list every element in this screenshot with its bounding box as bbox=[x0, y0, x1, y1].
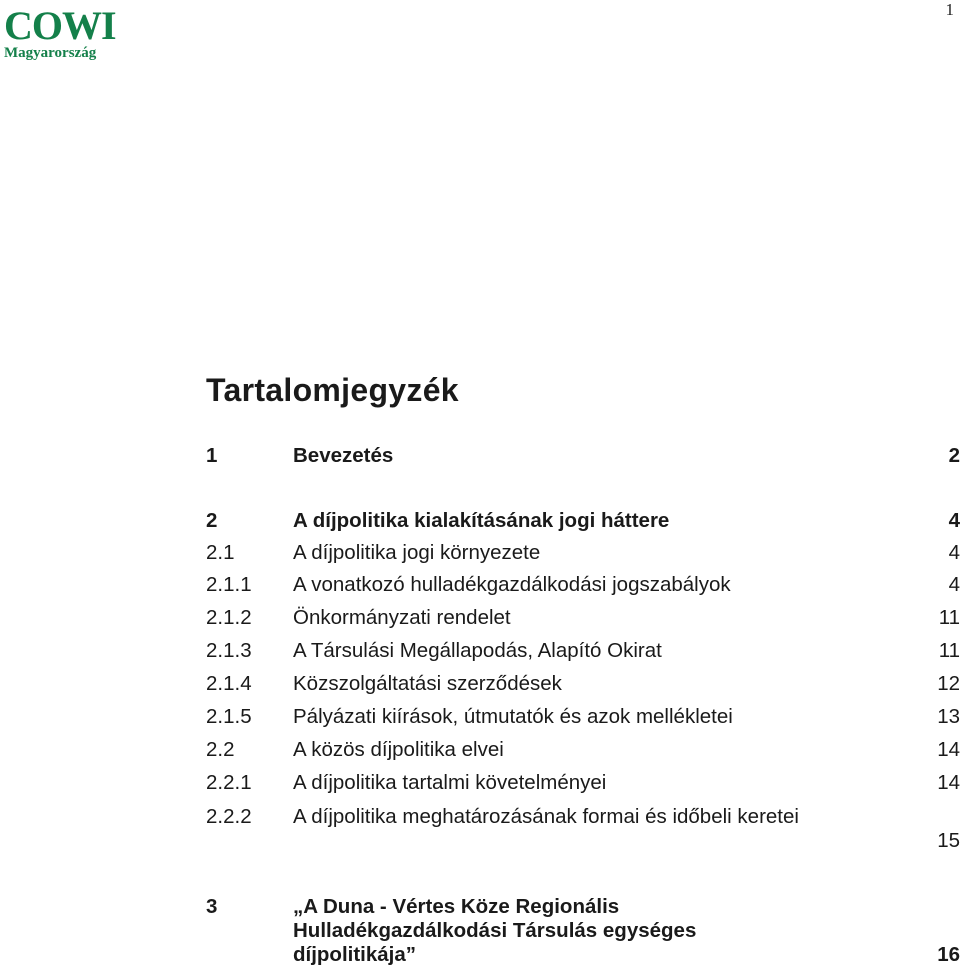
toc-entry-title: Önkormányzati rendelet bbox=[293, 606, 511, 629]
toc-entry-number: 2.2.1 bbox=[206, 771, 252, 794]
toc-entry-title: A díjpolitika tartalmi követelményei bbox=[293, 771, 607, 794]
toc-entry-number: 3 bbox=[206, 895, 218, 918]
toc-entry-number: 2.1.1 bbox=[206, 573, 252, 596]
toc-title: Tartalomjegyzék bbox=[206, 372, 459, 408]
logo-wordmark: COWI bbox=[4, 3, 116, 48]
toc-entry-number: 2.1 bbox=[206, 541, 235, 564]
toc-entry-page: 13 bbox=[937, 705, 960, 728]
toc-entry-number: 2.2.2 bbox=[206, 805, 252, 828]
toc-entry-page: 15 bbox=[937, 829, 960, 852]
toc-entry-page: 4 bbox=[948, 573, 960, 596]
toc-entry-title: A vonatkozó hulladékgazdálkodási jogszabályok bbox=[293, 573, 731, 596]
toc-entry-title: Bevezetés bbox=[293, 444, 394, 467]
toc-entry-number: 2.1.5 bbox=[206, 705, 252, 728]
logo-subtitle: Magyarország bbox=[4, 45, 97, 61]
toc-entry-number: 2.1.2 bbox=[206, 606, 252, 629]
toc-entry-number: 1 bbox=[206, 444, 218, 467]
toc-entry-number: 2.1.4 bbox=[206, 672, 252, 695]
toc-entry-page: 14 bbox=[937, 738, 960, 761]
toc-entry-page: 4 bbox=[948, 541, 960, 564]
company-logo bbox=[4, 3, 116, 62]
toc-entry-page: 14 bbox=[937, 771, 960, 794]
toc-entry-page: 16 bbox=[937, 943, 960, 966]
toc-entry-title: A díjpolitika jogi környezete bbox=[293, 541, 541, 564]
toc-entry-page: 2 bbox=[948, 444, 960, 467]
toc-entry-page: 4 bbox=[948, 509, 960, 532]
toc-entry-title: A díjpolitika kialakításának jogi háttere bbox=[293, 509, 670, 532]
toc-entry-title: A közös díjpolitika elvei bbox=[293, 738, 504, 761]
toc-entry-title: A Társulási Megállapodás, Alapító Okirat bbox=[293, 639, 662, 662]
toc-entry-title: A díjpolitika meghatározásának formai és időbeli keretei bbox=[293, 805, 799, 828]
toc-entry-title: Pályázati kiírások, útmutatók és azok mellékletei bbox=[293, 705, 733, 728]
page-number: 1 bbox=[945, 0, 954, 19]
toc-entry-number: 2.1.3 bbox=[206, 639, 252, 662]
toc-entry-number: 2.2 bbox=[206, 738, 235, 761]
toc-entry-page: 12 bbox=[937, 672, 960, 695]
toc-entry-title: „A Duna - Vértes Köze Regionális Hulladékgazdálkodási Társulás egységes díjpolitikája” bbox=[293, 895, 697, 966]
toc-entry-page: 11 bbox=[938, 639, 960, 662]
toc-entry-page: 11 bbox=[938, 606, 960, 629]
toc-entry-number: 2 bbox=[206, 509, 218, 532]
toc-entry-title: Közszolgáltatási szerződések bbox=[293, 672, 562, 695]
